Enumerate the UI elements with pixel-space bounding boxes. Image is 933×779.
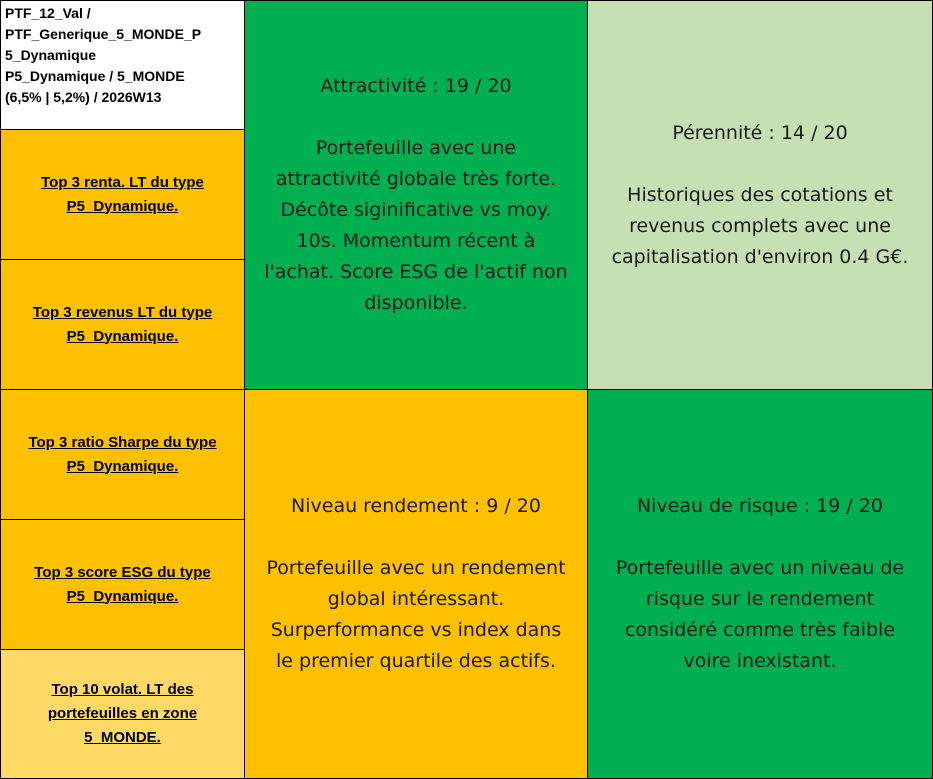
risque-score: Niveau de risque : 19 / 20	[636, 495, 884, 517]
sidebar-item-top3-revenus[interactable]	[0, 259, 245, 390]
sidebar-item-label[interactable]: Top 10 volat. LT des portefeuilles en zone 5_MONDE.	[47, 681, 198, 746]
header-line-4: P5_Dynamique / 5_MONDE	[5, 68, 185, 84]
header-line-5: (6,5% | 5,2%) / 2026W13	[5, 89, 162, 105]
portfolio-header	[0, 0, 245, 130]
panel-risque	[587, 389, 933, 779]
rendement-description: Portefeuille avec un rendement global intéressant. Surperformance vs index dans le premier quartile des actifs.	[266, 557, 566, 672]
header-line-2: PTF_Generique_5_MONDE_P	[5, 26, 202, 42]
sidebar-item-top10-volat[interactable]	[0, 649, 245, 779]
attractivite-score: Attractivité : 19 / 20	[320, 75, 512, 97]
risque-description: Portefeuille avec un niveau de risque sur le rendement considéré comme très faible voire inexistant.	[615, 557, 905, 672]
perennite-score: Pérennité : 14 / 20	[672, 121, 848, 144]
attractivite-description: Portefeuille avec une attractivité globale très forte. Décôte siginificative vs moy. 10s. Momentum récent à l'achat. Score ESG de l'actif non disponible.	[264, 137, 568, 314]
sidebar-item-label[interactable]: Top 3 renta. LT du type P5_Dynamique.	[41, 173, 204, 215]
header-line-1: PTF_12_Val /	[5, 5, 91, 21]
sidebar-item-label[interactable]: Top 3 revenus LT du type P5_Dynamique.	[32, 303, 213, 345]
sidebar-item-label[interactable]: Top 3 ratio Sharpe du type P5_Dynamique.	[28, 433, 217, 475]
rendement-score: Niveau rendement : 9 / 20	[291, 495, 541, 517]
sidebar-item-top3-esg[interactable]	[0, 519, 245, 650]
sidebar-item-top3-sharpe[interactable]	[0, 389, 245, 520]
header-line-3: 5_Dynamique	[5, 47, 97, 63]
panel-attractivite	[244, 0, 588, 390]
sidebar-item-label[interactable]: Top 3 score ESG du type P5_Dynamique.	[34, 563, 211, 605]
panel-perennite	[587, 0, 933, 390]
panel-rendement	[244, 389, 588, 779]
sidebar-item-top3-renta[interactable]	[0, 129, 245, 260]
perennite-description: Historiques des cotations et revenus complets avec une capitalisation d'environ 0.4 G€.	[611, 183, 909, 268]
